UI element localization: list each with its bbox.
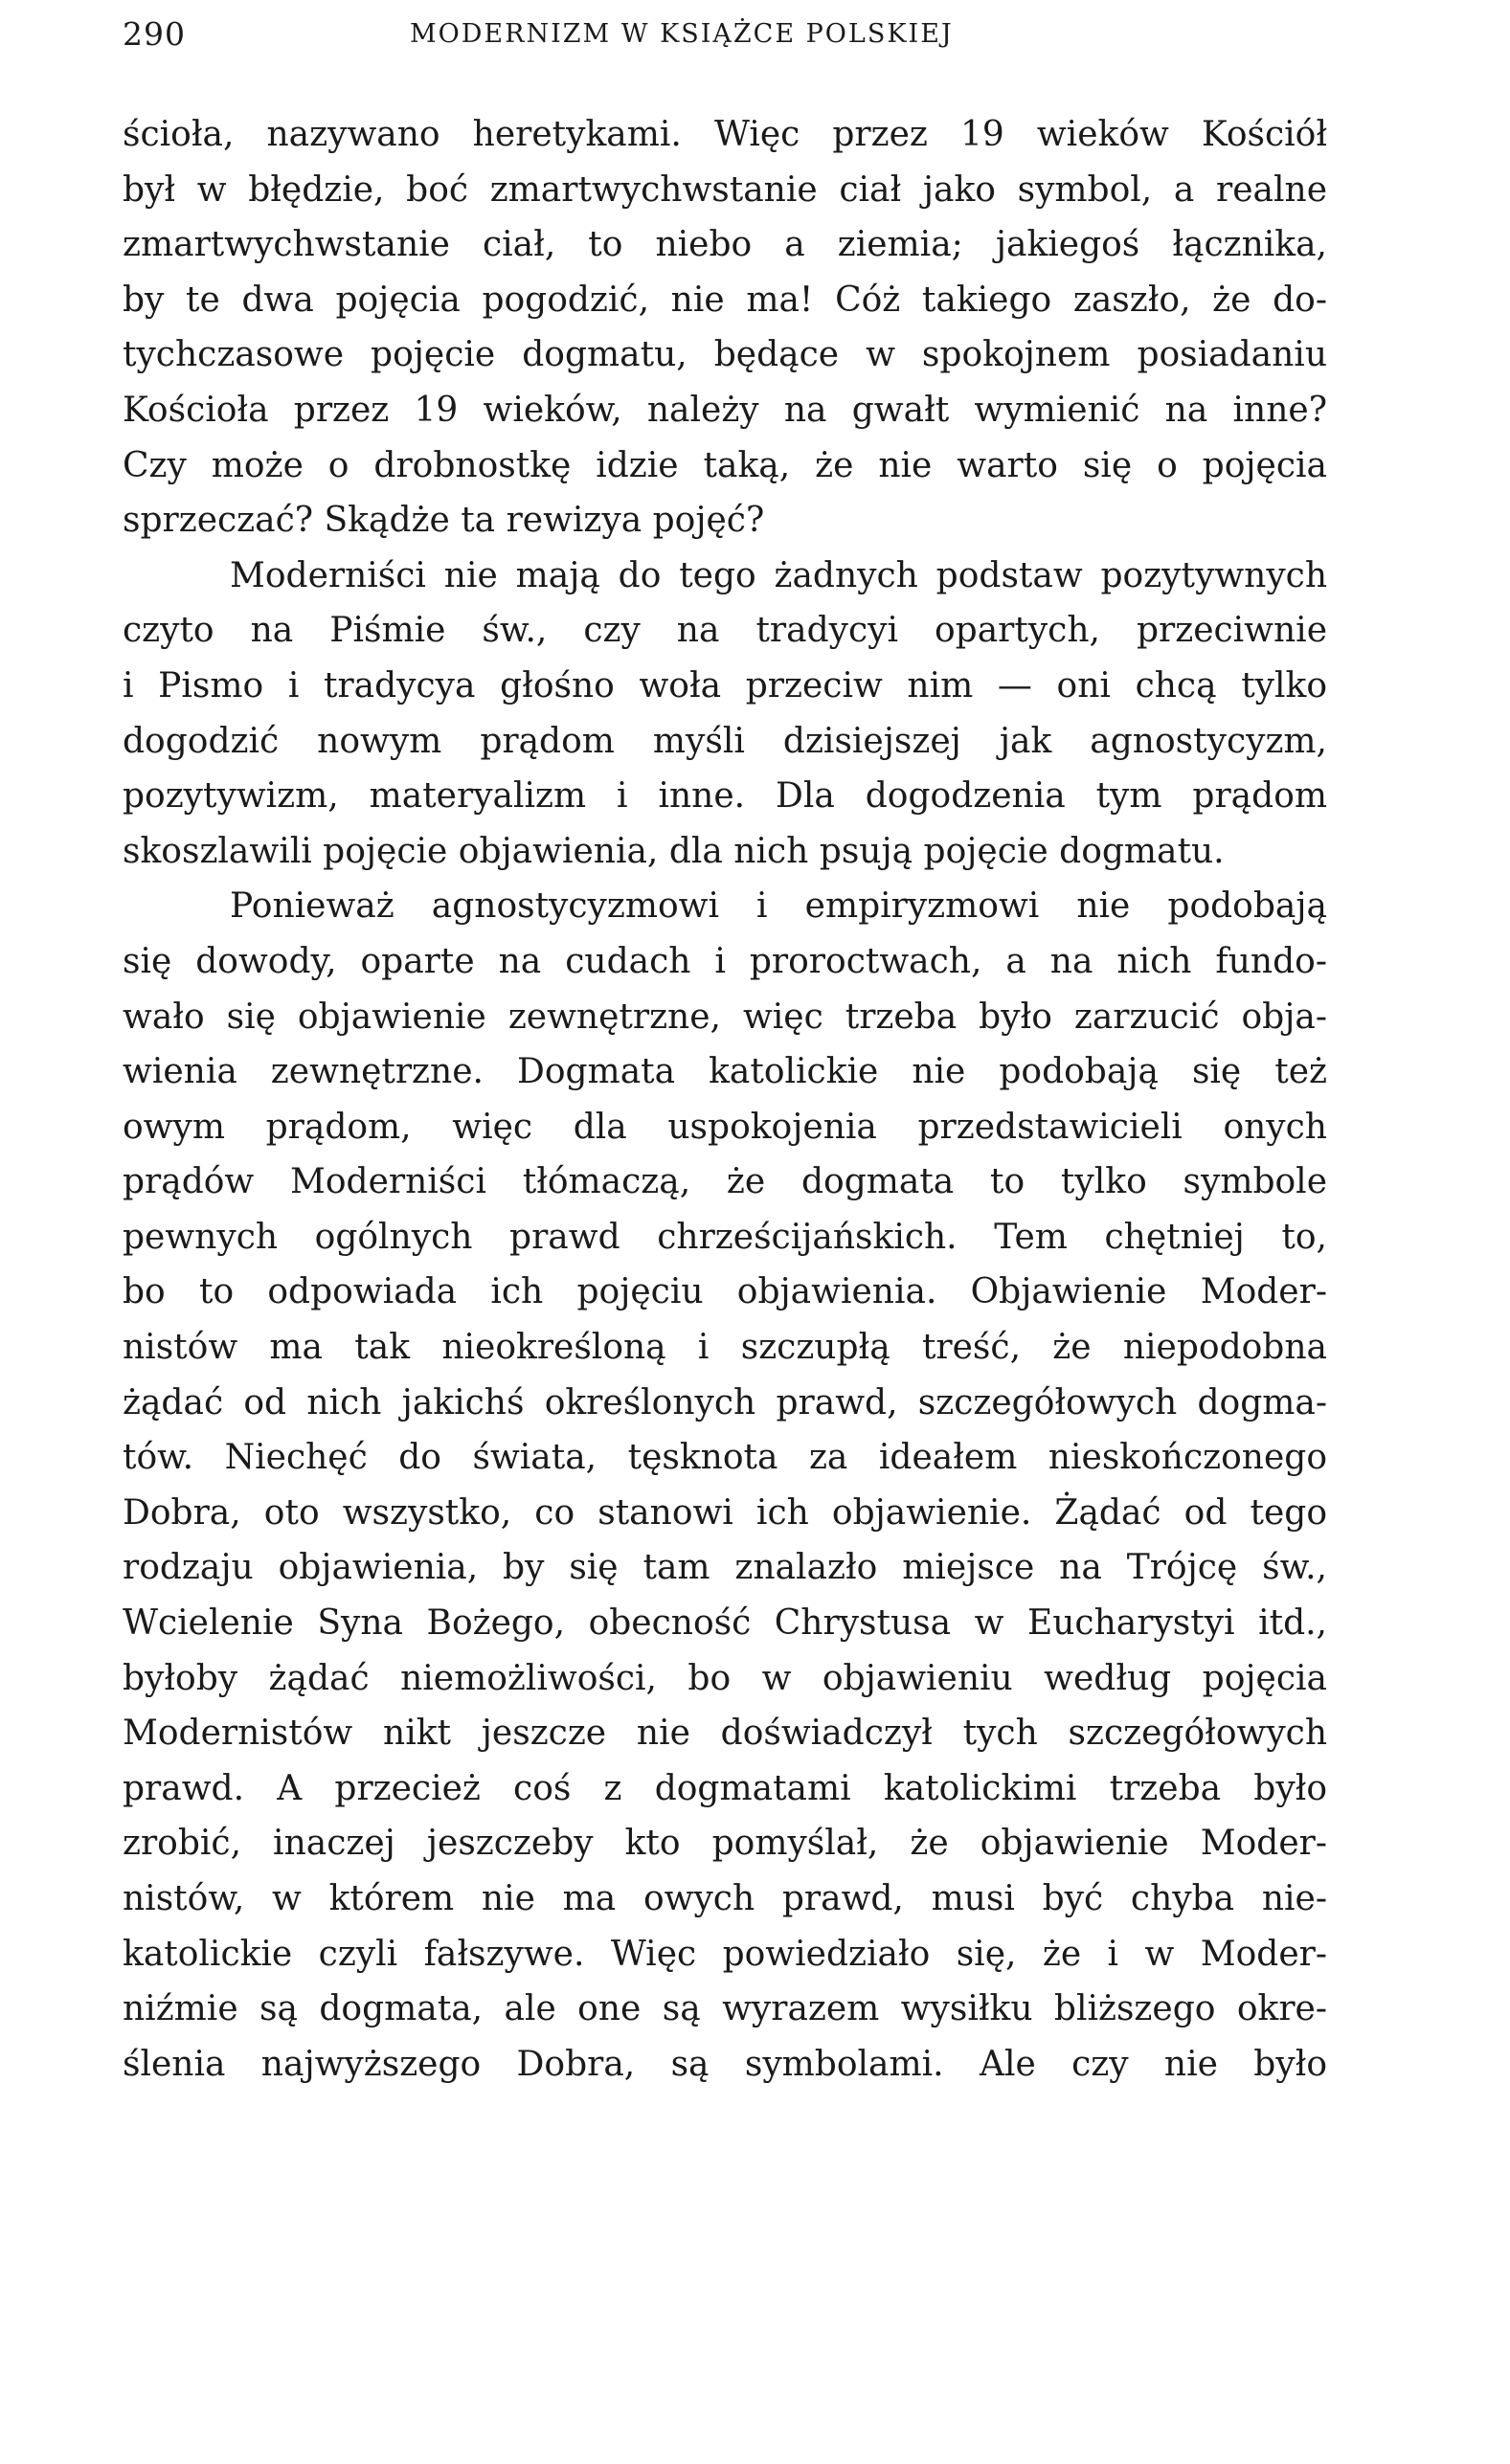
running-title: MODERNIZM W KSIĄŻCE POLSKIEJ: [410, 19, 954, 49]
text-line: Czy może o drobnostkę idzie taką, że nie warto się o pojęcia: [123, 445, 1327, 485]
text-line: prawd. A przecież coś z dogmatami katolickimi trzeba było: [123, 1768, 1327, 1808]
text-line: Kościoła przez 19 wieków, należy na gwałt wymienić na inne?: [123, 390, 1327, 430]
text-line: bo to odpowiada ich pojęciu objawienia. Objawienie Moder-: [123, 1272, 1327, 1312]
text-line: nistów, w którem nie ma owych prawd, musi być chyba nie-: [123, 1879, 1327, 1918]
text-line: Dobra, oto wszystko, co stanowi ich objawienie. Żądać od tego: [123, 1492, 1327, 1533]
page-number: 290: [123, 15, 186, 53]
text-line: niźmie są dogmata, ale one są wyrazem wysiłku bliższego okre-: [123, 1989, 1327, 2029]
text-line: ścioła, nazywano heretykami. Więc przez 19 wieków Kościół: [123, 115, 1327, 154]
text-line: rodzaju objawienia, by się tam znalazło miejsce na Trójcę św.,: [123, 1548, 1327, 1588]
text-line: Wcielenie Syna Bożego, obecność Chrystusa w Eucharystyi itd.,: [123, 1603, 1327, 1644]
body-text: [123, 107, 1327, 2092]
text-line: żądać od nich jakichś określonych prawd, szczegółowych dogma-: [123, 1382, 1327, 1422]
text-line: prądów Moderniści tłómaczą, że dogmata to tylko symbole: [123, 1162, 1327, 1202]
text-line: katolickie czyli fałszywe. Więc powiedziało się, że i w Moder-: [123, 1934, 1327, 1974]
text-line: skoszlawili pojęcie objawienia, dla nich psują pojęcie dogmatu.: [123, 831, 1225, 871]
text-line: zmartwychwstanie ciał, to niebo a ziemia; jakiegoś łącznika,: [123, 225, 1327, 265]
text-line: Moderniści nie mają do tego żadnych podstaw pozytywnych: [230, 555, 1327, 595]
text-line: ślenia najwyższego Dobra, są symbolami. Ale czy nie było: [123, 2044, 1327, 2084]
text-line: Modernistów nikt jeszcze nie doświadczył tych szczegółowych: [123, 1714, 1327, 1754]
text-line: się dowody, oparte na cudach i proroctwach, a na nich fundo-: [123, 941, 1327, 981]
text-line: był w błędzie, boć zmartwychwstanie ciał jako symbol, a realne: [123, 169, 1327, 210]
text-line: Ponieważ agnostycyzmowi i empiryzmowi nie podobają: [230, 886, 1327, 927]
text-line: byłoby żądać niemożliwości, bo w objawieniu według pojęcia: [123, 1658, 1327, 1698]
text-line: by te dwa pojęcia pogodzić, nie ma! Cóż takiego zaszło, że do-: [123, 280, 1327, 320]
text-line: tychczasowe pojęcie dogmatu, będące w spokojnem posiadaniu: [123, 335, 1327, 375]
page-header: [123, 11, 1327, 59]
text-line: dogodzić nowym prądom myśli dzisiejszej jak agnostycyzm,: [123, 721, 1327, 761]
text-line: pozytywizm, materyalizm i inne. Dla dogodzenia tym prądom: [123, 776, 1327, 817]
text-line: zrobić, inaczej jeszczeby kto pomyślał, że objawienie Moder-: [123, 1824, 1327, 1864]
text-line: wienia zewnętrzne. Dogmata katolickie nie podobają się też: [123, 1052, 1327, 1092]
text-line: sprzeczać? Skądże ta rewizya pojęć?: [123, 501, 765, 541]
text-line: wało się objawienie zewnętrzne, więc trzeba było zarzucić obja-: [123, 997, 1327, 1037]
text-line: owym prądom, więc dla uspokojenia przedstawicieli onych: [123, 1107, 1327, 1147]
text-line: i Pismo i tradycya głośno woła przeciw nim — oni chcą tylko: [123, 665, 1327, 706]
text-line: tów. Niechęć do świata, tęsknota za ideałem nieskończonego: [123, 1438, 1327, 1478]
text-line: nistów ma tak nieokreśloną i szczupłą treść, że niepodobna: [123, 1328, 1327, 1368]
text-line: czyto na Piśmie św., czy na tradycyi opartych, przeciwnie: [123, 611, 1327, 651]
text-line: pewnych ogólnych prawd chrześcijańskich. Tem chętniej to,: [123, 1217, 1327, 1257]
